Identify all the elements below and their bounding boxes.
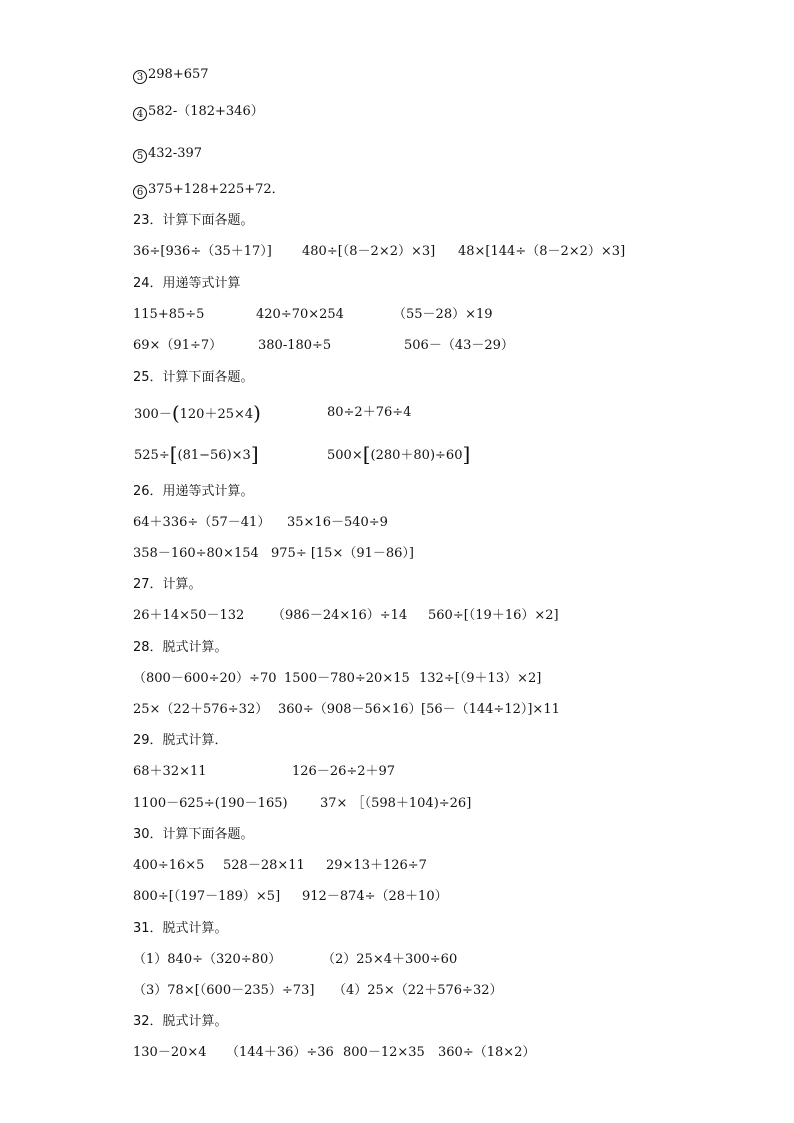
expression: 69×（91÷7） xyxy=(133,338,223,353)
expression: 80÷2＋76÷4 xyxy=(327,405,412,420)
expression: （144＋36）÷36 xyxy=(226,1045,334,1060)
question-31-title: 31．脱式计算。 xyxy=(133,921,228,936)
expression: 36÷[936÷（35＋17）] xyxy=(133,244,272,259)
expression xyxy=(134,401,261,425)
circled-number: 3 xyxy=(133,70,147,84)
expression: 375+128+225+72． xyxy=(148,182,285,197)
expression: 506－（43－29） xyxy=(404,338,514,353)
expression: 126－26÷2＋97 xyxy=(292,764,396,779)
expression: 298+657 xyxy=(148,67,209,82)
item-3 xyxy=(133,67,209,84)
expression: 1500－780÷20×15 xyxy=(284,671,410,686)
expression: （800－600÷20）÷70 xyxy=(133,671,277,686)
question-29-title: 29．脱式计算． xyxy=(133,733,228,748)
expression: 26＋14×50－132 xyxy=(133,608,245,623)
expression-part: (81−56)×3 xyxy=(177,448,251,463)
expression: （986－24×16）÷14 xyxy=(272,608,408,623)
circled-number: 6 xyxy=(133,185,147,199)
paren-left: ( xyxy=(171,401,180,425)
expression: 115+85÷5 xyxy=(133,307,205,322)
expression: 358－160÷80×154 xyxy=(133,546,259,561)
question-32-title: 32．脱式计算。 xyxy=(133,1014,228,1029)
paren-right: ) xyxy=(253,401,261,425)
expression: （4）25×（22＋576÷32） xyxy=(333,983,503,998)
expression: 432-397 xyxy=(148,146,203,161)
expression xyxy=(327,442,471,466)
expression: [56－（144÷12）]×11 xyxy=(421,702,560,717)
expression: 37× ［（598＋104)÷26] xyxy=(320,796,472,811)
bracket-right: ] xyxy=(250,442,259,466)
expression: 912－874÷（28＋10） xyxy=(302,889,448,904)
expression: 25×（22＋576÷32） xyxy=(133,702,269,717)
item-6 xyxy=(133,182,285,199)
expression: 380-180÷5 xyxy=(258,338,332,353)
expression: 975÷ [15×（91－86）] xyxy=(271,546,415,561)
expression: （2）25×4＋300÷60 xyxy=(322,952,458,967)
expression: （3）78×[（600－235）÷73] xyxy=(133,983,315,998)
bracket-left: [ xyxy=(362,442,371,466)
expression: 360÷（18×2） xyxy=(438,1045,536,1060)
expression: 64＋336÷（57－41） xyxy=(133,515,271,530)
expression: 582-（182+346） xyxy=(148,104,264,119)
expression: 420÷70×254 xyxy=(256,307,344,322)
expression: （1）840÷（320÷80） xyxy=(133,952,282,967)
expression xyxy=(134,442,259,466)
expression-part: (280＋80)÷60 xyxy=(370,448,463,463)
expression: 800－12×35 xyxy=(343,1045,425,1060)
question-28-title: 28．脱式计算。 xyxy=(133,640,228,655)
expression-part: 500× xyxy=(327,448,363,463)
expression: 48×[144÷（8－2×2）×3] xyxy=(458,244,626,259)
question-30-title: 30．计算下面各题。 xyxy=(133,827,254,842)
expression: 528－28×11 xyxy=(223,858,305,873)
question-27-title: 27．计算。 xyxy=(133,577,202,592)
expression: 360÷（908－56×16） xyxy=(278,702,422,717)
question-26-title: 26．用递等式计算。 xyxy=(133,484,254,499)
circled-number: 4 xyxy=(133,107,147,121)
expression: 68＋32×11 xyxy=(133,764,207,779)
expression: 400÷16×5 xyxy=(133,858,205,873)
expression: 29×13＋126÷7 xyxy=(326,858,427,873)
question-23-title: 23．计算下面各题。 xyxy=(133,213,254,228)
question-24-title: 24．用递等式计算 xyxy=(133,276,241,291)
circled-number: 5 xyxy=(133,149,147,163)
expression: 1100－625÷(190－165) xyxy=(133,796,288,811)
expression: 132÷[（9＋13）×2] xyxy=(419,671,542,686)
expression: 35×16－540÷9 xyxy=(287,515,388,530)
expression-part: 525÷ xyxy=(134,448,170,463)
expression: 130－20×4 xyxy=(133,1045,207,1060)
item-5 xyxy=(133,146,202,163)
bracket-right: ] xyxy=(462,442,471,466)
bracket-left: [ xyxy=(169,442,178,466)
expression: （55－28）×19 xyxy=(393,307,493,322)
expression: 480÷[（8－2×2）×3] xyxy=(302,244,436,259)
expression-part: 120＋25×4 xyxy=(179,407,254,422)
question-25-title: 25．计算下面各题。 xyxy=(133,370,254,385)
expression: 560÷[（19＋16）×2] xyxy=(428,608,559,623)
item-4 xyxy=(133,104,264,121)
expression-part: 300－ xyxy=(134,407,172,422)
expression: 800÷[（197－189）×5] xyxy=(133,889,281,904)
